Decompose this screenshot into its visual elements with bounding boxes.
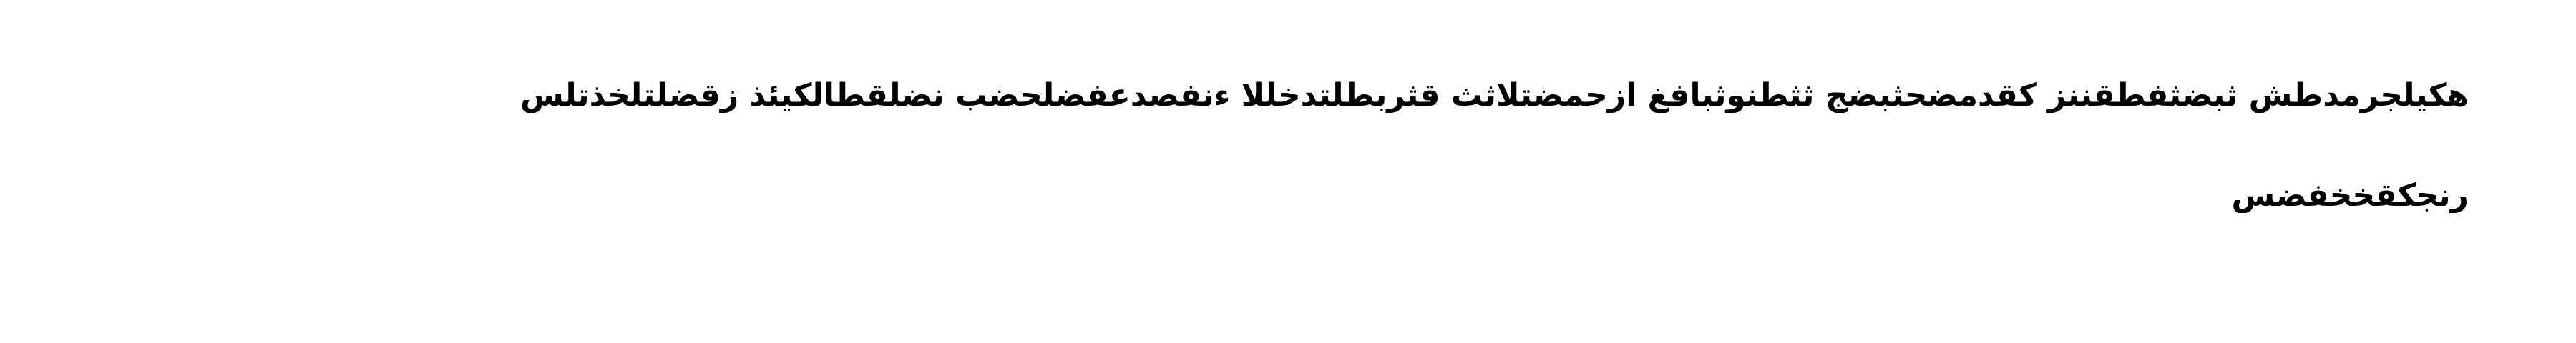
- text-block: [107, 79, 2469, 213]
- text-line-1: هكيلجرمدطش ثبضثفطقننز كقدمضحثبضج ثثطنوثبافغ ازحمضتلاثث قثربطلتدخللا ءنفصدعفضلحضب نضلقطالكيئذ زقضلتلخذتلس: [519, 79, 2469, 113]
- text-line-2: رنجكقخخفضس: [2231, 179, 2469, 213]
